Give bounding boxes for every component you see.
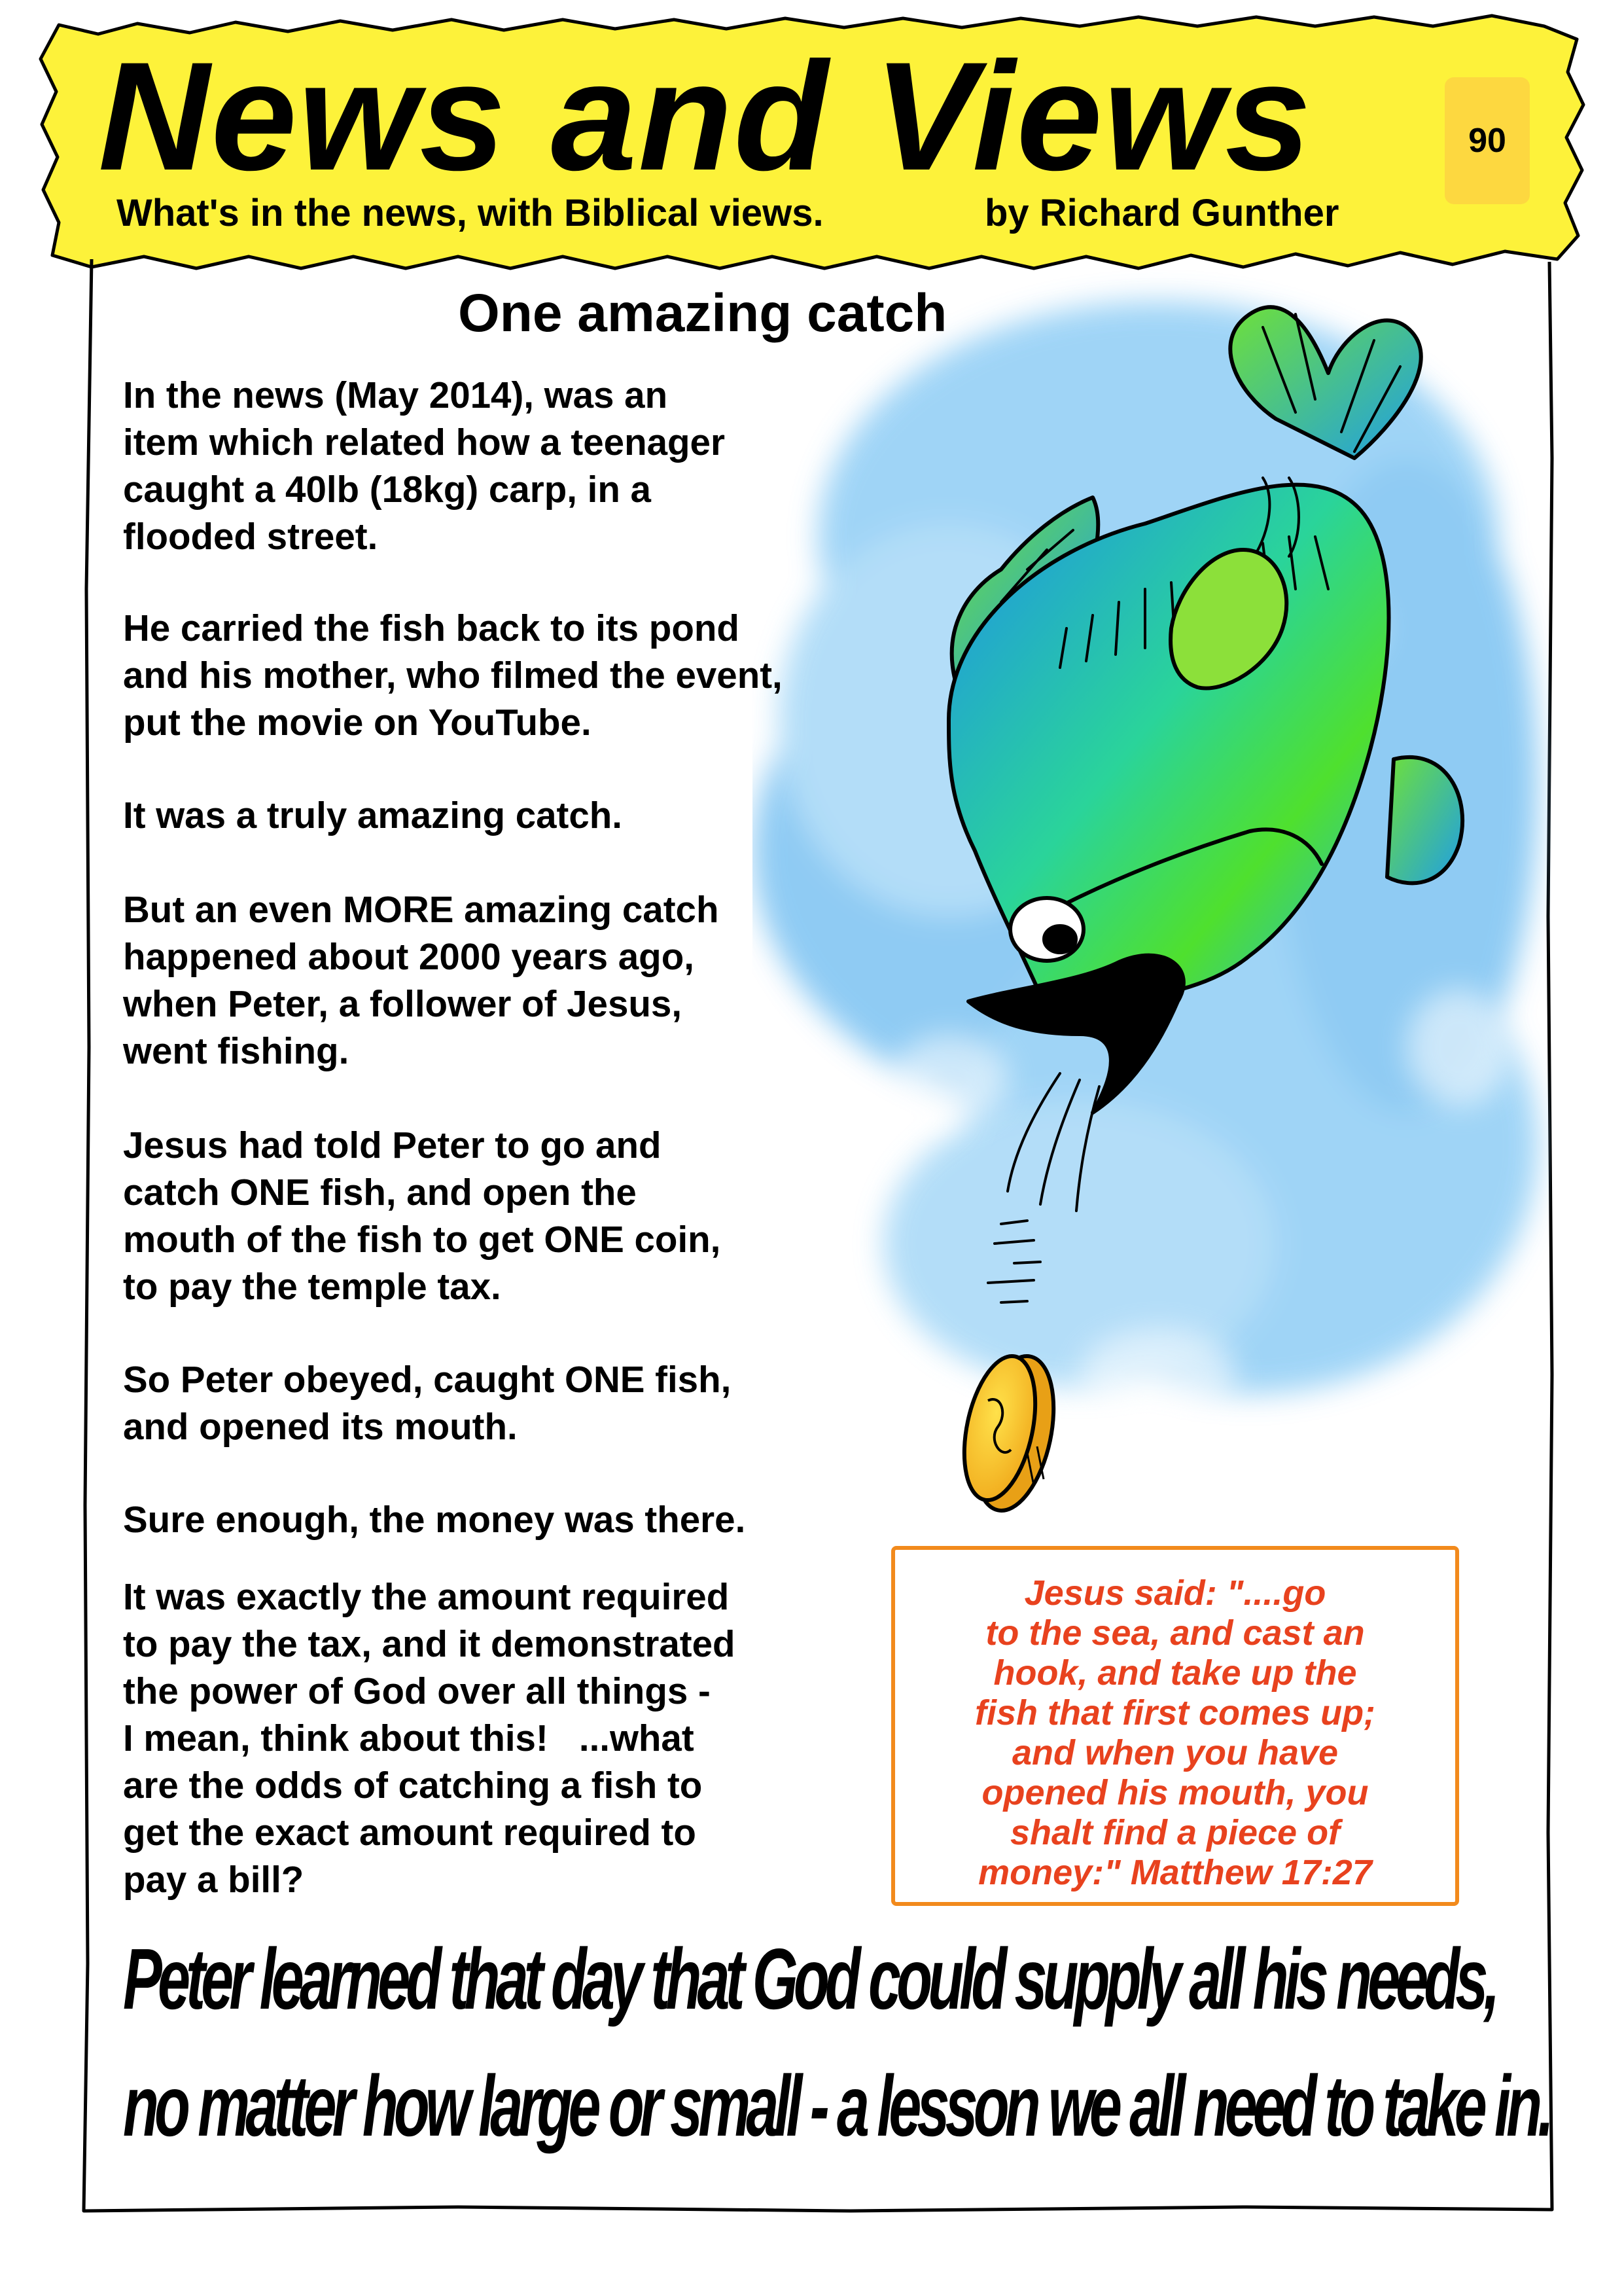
article-paragraph: It was a truly amazing catch.	[123, 795, 622, 836]
scripture-quote-box	[891, 1546, 1459, 1906]
closing-line-1: Peter learned that day that God could supply all his needs,	[123, 1931, 1496, 2027]
closing-line-2: no matter how large or small - a lesson we all need to take in.	[123, 2058, 1550, 2154]
article-paragraph: In the news (May 2014), was an item which related how a teenager caught a 40lb (18kg) carp, in a flooded street.	[123, 374, 725, 557]
article-paragraph: But an even MORE amazing catch happened about 2000 years ago, when Peter, a follower of Jesus, went fishing.	[123, 889, 719, 1071]
article-headline: One amazing catch	[458, 283, 947, 343]
article-paragraph: It was exactly the amount required to pay the tax, and it demonstrated the power of God over all things - I mean, think about this! ...what are the odds of catching a fish to get the exact amount required to pay a bill?	[123, 1576, 735, 1900]
article-paragraph: He carried the fish back to its pond and his mother, who filmed the event, put the movie on YouTube.	[123, 607, 783, 743]
article-paragraph: So Peter obeyed, caught ONE fish, and opened its mouth.	[123, 1359, 732, 1447]
byline: by Richard Gunther	[985, 192, 1339, 234]
article-paragraph: Sure enough, the money was there.	[123, 1499, 746, 1540]
coin-icon	[953, 1349, 1067, 1518]
scripture-quote-text: Jesus said: "....go to the sea, and cast an hook, and take up the fish that first comes up; and when you have opened his mouth, you shalt find a piece of money:" Matthew 17:27	[974, 1573, 1376, 1892]
article-paragraph: Jesus had told Peter to go and catch ONE fish, and open the mouth of the fish to get ONE coin, to pay the temple tax.	[123, 1124, 721, 1307]
fish-illustration	[752, 262, 1551, 1545]
tagline: What's in the news, with Biblical views.	[116, 192, 824, 234]
masthead-title: News and Views	[98, 30, 1313, 203]
issue-number-badge: 90	[1445, 77, 1530, 204]
